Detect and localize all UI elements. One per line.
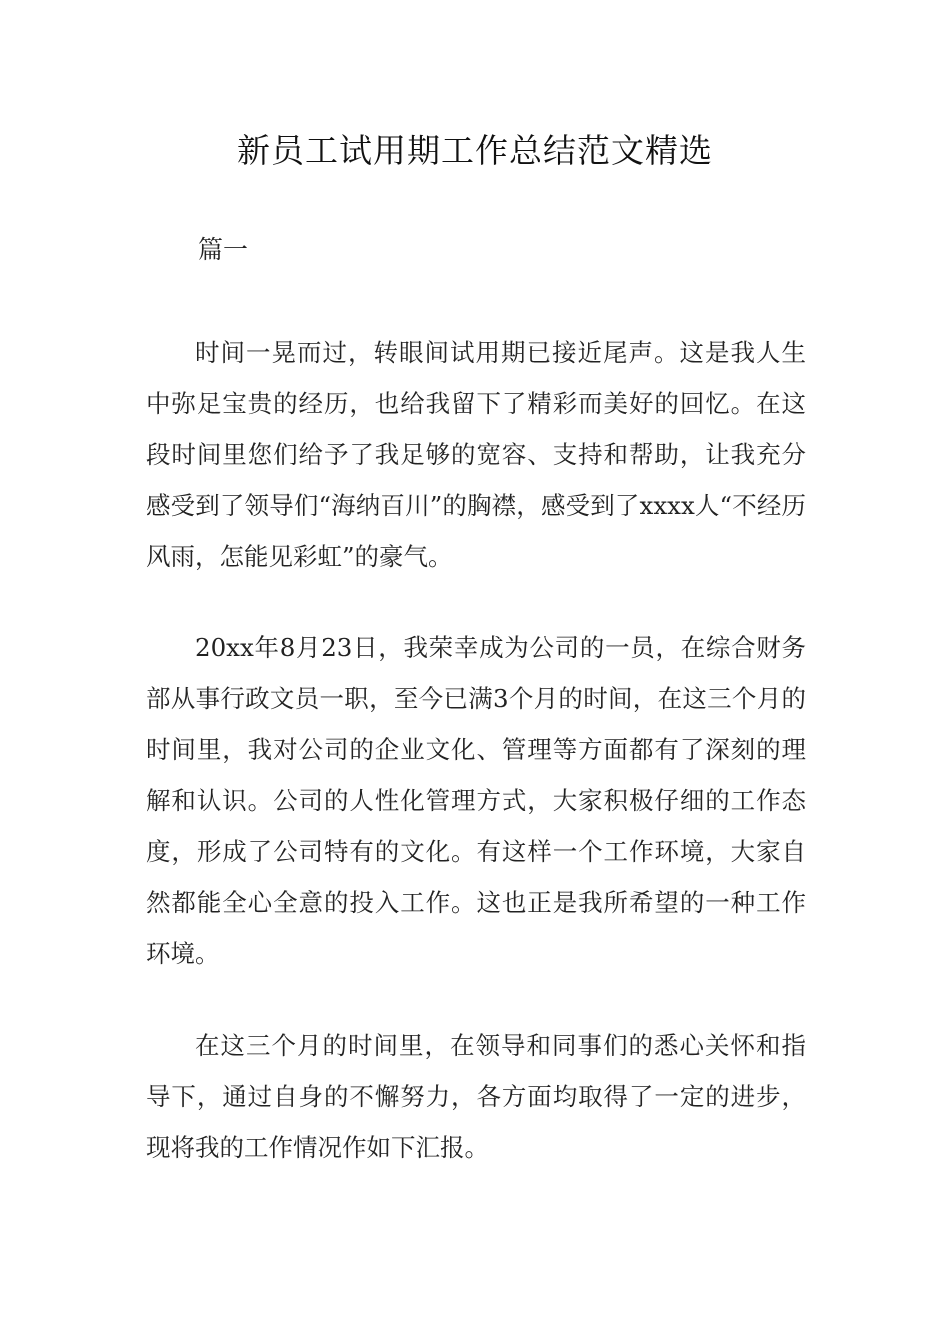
body-paragraph: 时间一晃而过，转眼间试用期已接近尾声。这是我人生中弥足宝贵的经历，也给我留下了精彩而美好的回忆。在这段时间里您们给予了我足够的宽容、支持和帮助，让我充分感受到了领导们“海纳百川”的胸襟，感受到了xxxx人“不经历风雨，怎能见彩虹”的豪气。 bbox=[146, 338, 806, 571]
document-title: 新员工试用期工作总结范文精选 bbox=[237, 131, 713, 170]
section-label: 篇一 bbox=[198, 235, 249, 264]
body-paragraph: 20xx年8月23日，我荣幸成为公司的一员，在综合财务部从事行政文员一职，至今已满3个月的时间，在这三个月的时间里，我对公司的企业文化、管理等方面都有了深刻的理解和认识。公司的人性化管理方式，大家积极仔细的工作态度，形成了公司特有的文化。有这样一个工作环境，大家自然都能全心全意的投入工作。这也正是我所希望的一种工作环境。 bbox=[146, 633, 806, 968]
body-paragraph: 在这三个月的时间里，在领导和同事们的悉心关怀和指导下，通过自身的不懈努力，各方面均取得了一定的进步，现将我的工作情况作如下汇报。 bbox=[146, 1031, 806, 1162]
